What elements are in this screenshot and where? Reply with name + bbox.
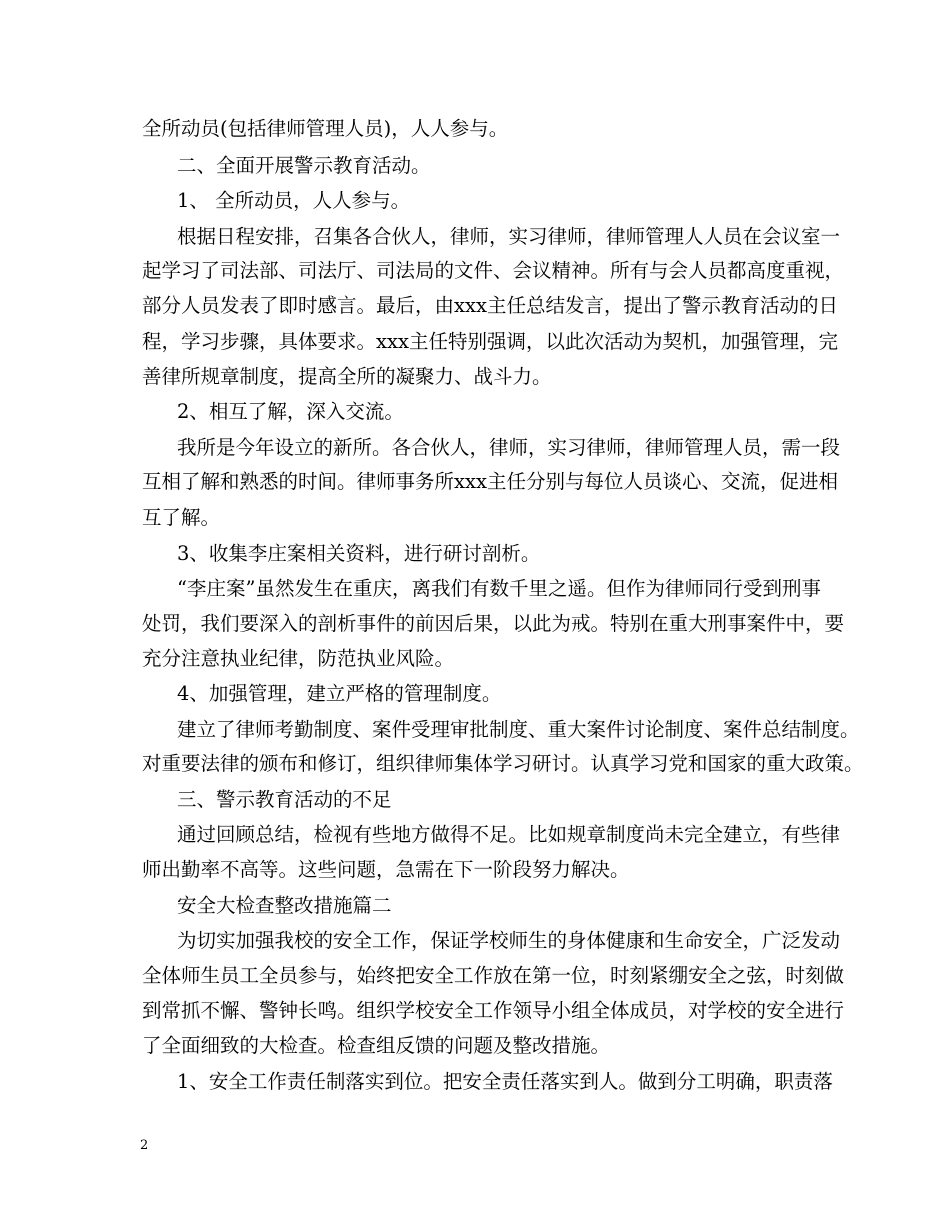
list-item-heading: 1、安全工作责任制落实到位。把安全责任落实到人。做到分工明确，职责落 [177,1070,833,1093]
body-text-line: 对重要法律的颁布和修订，组织律师集体学习研讨。认真学习党和国家的重大政策。 [142,752,864,775]
body-text-line: 建立了律师考勤制度、案件受理审批制度、重大案件讨论制度、案件总结制度。 [177,718,860,741]
body-text-line: “李庄案”虽然发生在重庆，离我们有数千里之遥。但作为律师同行受到刑事 [177,577,821,600]
body-text-line: 到常抓不懈、警钟长鸣。组织学校安全工作领导小组全体成员，对学校的安全进行 [142,999,845,1022]
body-text-line: 善律所规章制度，提高全所的凝聚力、战斗力。 [142,365,552,388]
list-item-heading: 1、 全所动员，人人参与。 [177,189,411,212]
list-item-heading: 4、加强管理，建立严格的管理制度。 [177,682,502,705]
body-text-line: 互相了解和熟悉的时间。律师事务所xxx主任分别与每位人员谈心、交流，促进相 [142,470,838,493]
list-item-heading: 3、收集李庄案相关资料，进行研讨剖析。 [177,542,541,565]
body-text-line: 为切实加强我校的安全工作，保证学校师生的身体健康和生命安全，广泛发动 [177,929,841,952]
body-text-line: 全体师生员工全员参与，始终把安全工作放在第一位，时刻紧绷安全之弦，时刻做 [142,964,845,987]
body-text-line: 全所动员(包括律师管理人员)，人人参与。 [142,117,509,140]
page-number: 2 [140,1138,149,1153]
list-item-heading: 2、相互了解，深入交流。 [177,400,404,423]
body-text-line: 充分注意执业纪律，防范执业风险。 [142,647,455,670]
article-heading: 安全大检查整改措施篇二 [177,894,392,917]
body-text-line: 了全面细致的大检查。检查组反馈的问题及整改措施。 [142,1034,611,1057]
body-text-line: 部分人员发表了即时感言。最后，由xxx主任总结发言，提出了警示教育活动的日 [142,294,838,317]
section-heading: 三、警示教育活动的不足 [177,788,392,811]
body-text-line: 根据日程安排，召集各合伙人，律师，实习律师，律师管理人人员在会议室一 [177,225,841,248]
section-heading: 二、全面开展警示教育活动。 [177,154,431,177]
body-text-line: 互了解。 [142,506,221,529]
body-text-line: 程，学习步骤，具体要求。xxx主任特别强调，以此次活动为契机，加强管理，完 [142,330,838,353]
body-text-line: 处罚，我们要深入的剖析事件的前因后果，以此为戒。特别在重大刑事案件中，要 [142,612,845,635]
body-text-line: 起学习了司法部、司法厅、司法局的文件、会议精神。所有与会人员都高度重视， [142,259,845,282]
body-text-line: 我所是今年设立的新所。各合伙人，律师，实习律师，律师管理人员，需一段 [177,436,841,459]
body-text-line: 师出勤率不高等。这些问题，急需在下一阶段努力解决。 [142,858,630,881]
body-text-line: 通过回顾总结，检视有些地方做得不足。比如规章制度尚未完全建立，有些律 [177,823,841,846]
